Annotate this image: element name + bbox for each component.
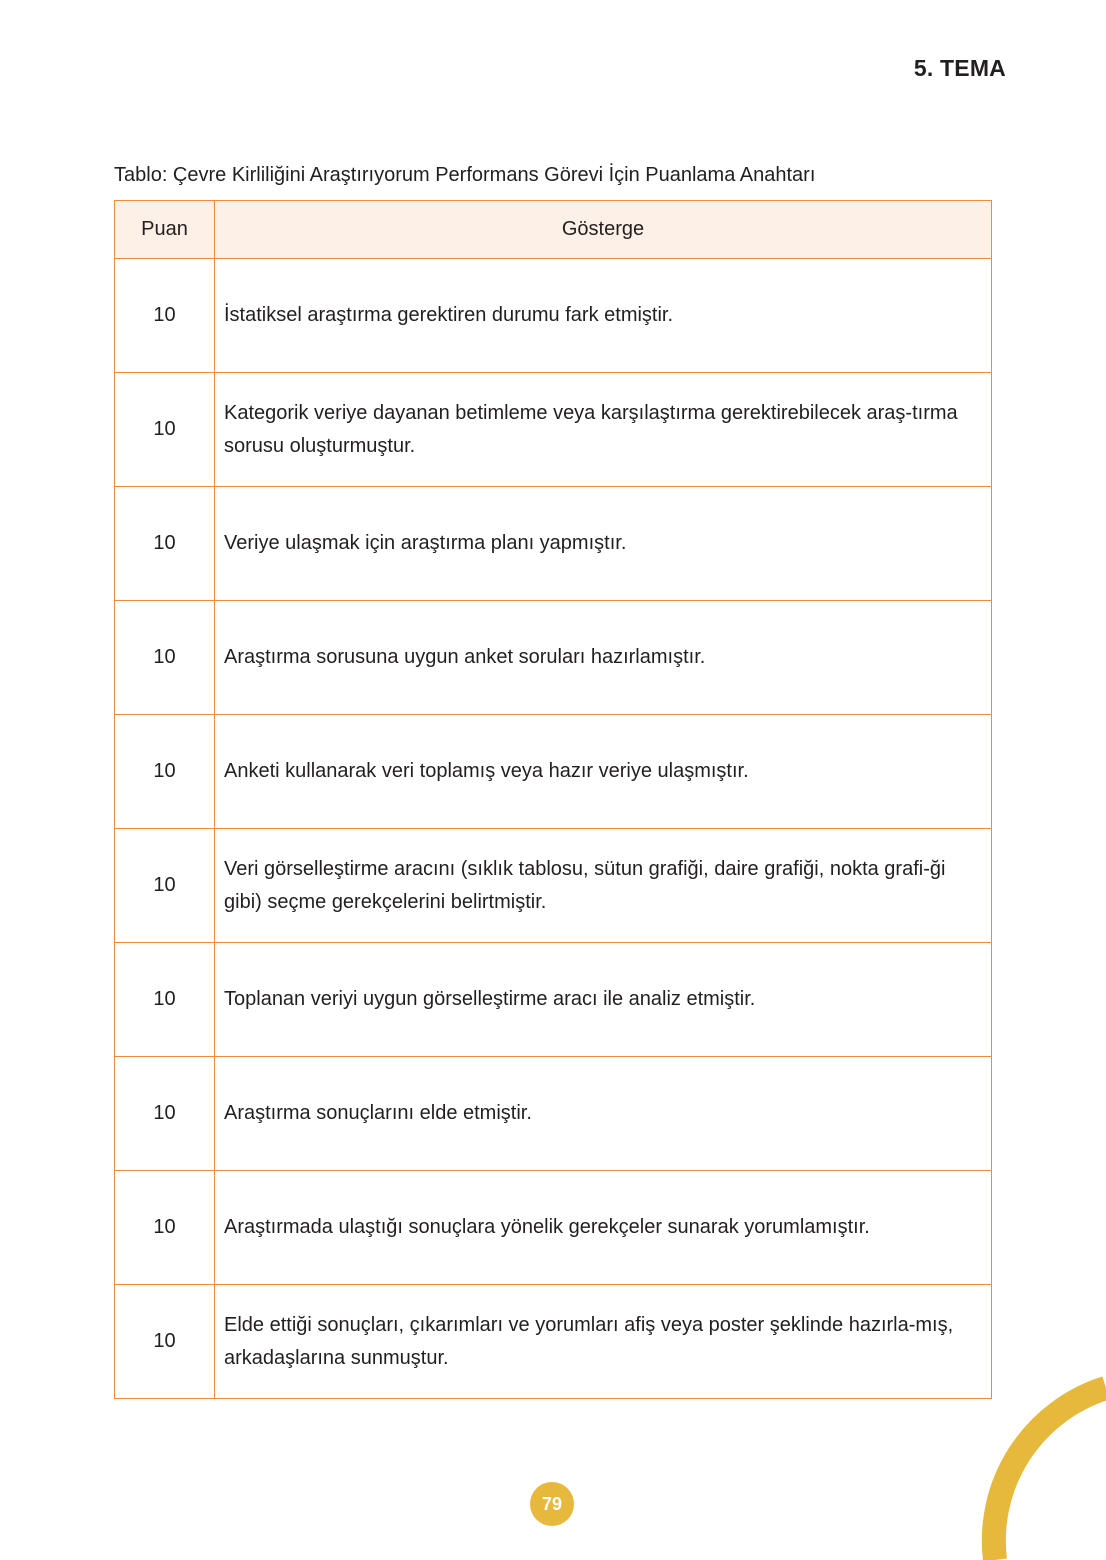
score-cell: 10 — [115, 1171, 215, 1285]
table-row — [115, 1057, 992, 1171]
theme-label: 5. TEMA — [913, 55, 1006, 81]
scoring-rubric-table — [114, 200, 992, 1399]
indicator-cell: Elde ettiği sonuçları, çıkarımları ve yorumları afiş veya poster şeklinde hazırla-mış, arkadaşlarına sunmuştur. — [215, 1285, 992, 1399]
score-cell: 10 — [115, 829, 215, 943]
column-header-indicator: Gösterge — [215, 201, 992, 259]
table-row — [115, 1171, 992, 1285]
column-header-score: Puan — [115, 201, 215, 259]
table-row — [115, 487, 992, 601]
indicator-cell: Anketi kullanarak veri toplamış veya hazır veriye ulaşmıştır. — [215, 715, 992, 829]
table-row — [115, 259, 992, 373]
score-cell: 10 — [115, 259, 215, 373]
table-row — [115, 1285, 992, 1399]
score-cell: 10 — [115, 601, 215, 715]
score-cell: 10 — [115, 487, 215, 601]
decorative-arc — [980, 1376, 1106, 1560]
indicator-cell: Araştırma sonuçlarını elde etmiştir. — [215, 1057, 992, 1171]
table-row — [115, 601, 992, 715]
page-number: 79 — [530, 1482, 574, 1526]
table-header-row — [115, 201, 992, 259]
indicator-cell: İstatiksel araştırma gerektiren durumu fark etmiştir. — [215, 259, 992, 373]
score-cell: 10 — [115, 1285, 215, 1399]
indicator-cell: Araştırma sorusuna uygun anket soruları hazırlamıştır. — [215, 601, 992, 715]
indicator-cell: Toplanan veriyi uygun görselleştirme aracı ile analiz etmiştir. — [215, 943, 992, 1057]
indicator-cell: Veri görselleştirme aracını (sıklık tablosu, sütun grafiği, daire grafiği, nokta grafi-ği gibi) seçme gerekçelerini belirtmiştir. — [215, 829, 992, 943]
table-caption: Tablo: Çevre Kirliliğini Araştırıyorum Performans Görevi İçin Puanlama Anahtarı — [114, 164, 816, 186]
indicator-cell: Araştırmada ulaştığı sonuçlara yönelik gerekçeler sunarak yorumlamıştır. — [215, 1171, 992, 1285]
score-cell: 10 — [115, 373, 215, 487]
table-row — [115, 373, 992, 487]
score-cell: 10 — [115, 943, 215, 1057]
score-cell: 10 — [115, 715, 215, 829]
table-row — [115, 715, 992, 829]
table-row — [115, 943, 992, 1057]
score-cell: 10 — [115, 1057, 215, 1171]
indicator-cell: Veriye ulaşmak için araştırma planı yapmıştır. — [215, 487, 992, 601]
table-row — [115, 829, 992, 943]
indicator-cell: Kategorik veriye dayanan betimleme veya karşılaştırma gerektirebilecek araş-tırma sorusu oluşturmuştur. — [215, 373, 992, 487]
